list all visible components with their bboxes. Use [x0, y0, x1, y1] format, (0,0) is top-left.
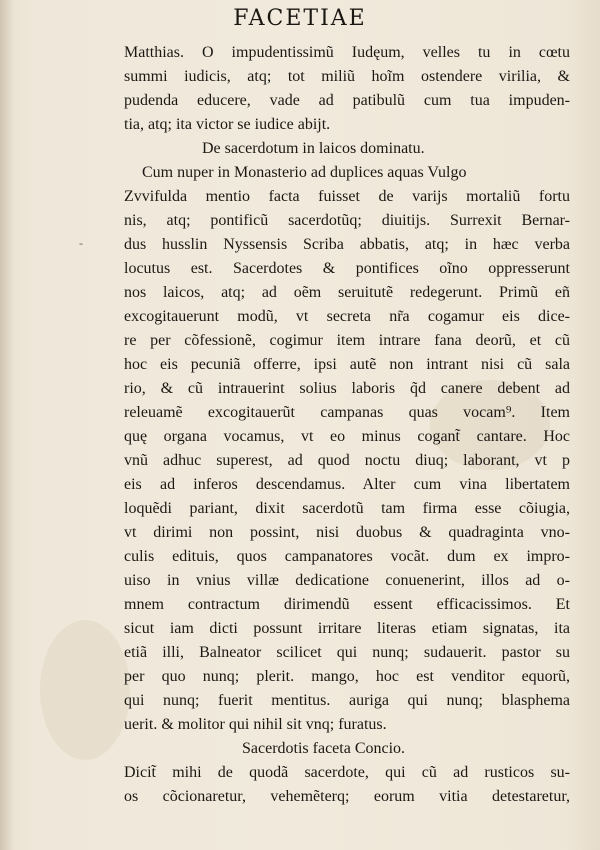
text-line: Cum nuper in Monasterio ad duplices aquas Vulgo [142, 164, 467, 181]
text-line: Matthias. O impudentissimũ Iudęum, velles tu in cœtu [124, 44, 570, 61]
text-line: rio, & cũ intrauerint solius laboris q̃d canere debent ad [124, 380, 570, 397]
text-line: mnem contractum dirimendũ essent efficacissimos. Et [124, 596, 570, 613]
section-heading: De sacerdotum in laicos dominatu. [202, 140, 425, 157]
text-line: nis, atq; pontificũ sacerdotũq; diuitijs. Surrexit Bernar- [124, 212, 570, 229]
text-line: sicut iam dicti possunt irritare literas etiam signatas, ita [124, 620, 570, 637]
text-line: os cõcionaretur, vehemẽterq; eorum vitia detestaretur, [124, 788, 570, 805]
text-line: excogitauerunt modũ, vt secreta nr̃a cogamur eis dice- [124, 308, 570, 325]
text-line: vnũ adhuc superest, ad quod noctu diuq; laborant, vt p [124, 452, 570, 469]
text-line: re per cõfessionẽ, cogimur item intrare fana deorũ, et cũ [124, 332, 570, 349]
text-line: eis ad inferos descendamus. Alter cum vina libertatem [124, 476, 570, 493]
text-line: vt dirimi non possint, nisi duobus & quadraginta vno- [124, 524, 570, 541]
text-line: pudenda educere, vade ad patibulũ cum tua impuden- [124, 92, 570, 109]
text-line: per quo nunq; plerit. mango, hoc est venditor equorũ, [124, 668, 570, 685]
section-heading: Sacerdotis faceta Concio. [242, 740, 406, 757]
running-head: FACETIAE [233, 6, 367, 31]
text-line: locutus est. Sacerdotes & pontifices oĩno oppresserunt [124, 260, 570, 277]
text-line: culis edituis, quos campanatores vocãt. dum ex impro- [124, 548, 570, 565]
text-line: nos laicos, atq; ad oẽm seruitutẽ redegerunt. Primũ eñ [124, 284, 570, 301]
text-line: dus husslin Nyssensis Scriba abbatis, atq; in hæc verba [124, 236, 570, 253]
text-line: uerit. & molitor qui nihil sit vnq; furatus. [124, 716, 387, 733]
text-line: releuamẽ excogitauerũt campanas quas vocam⁹. Item [124, 404, 570, 421]
text-line: hoc eis pecuniã offerre, ipsi autẽ non intrant nisi cũ sala [124, 356, 570, 373]
text-line: etiã illi, Balneator scilicet qui nunq; sudauerit. pastor su [124, 644, 570, 661]
text-line: quę organa vocamus, vt eo minus cogant̃ cantare. Hoc [124, 428, 570, 445]
margin-mark: - [79, 236, 83, 250]
text-block [124, 41, 570, 809]
text-line: Dicit̃ mihi de quodã sacerdote, qui cũ ad rusticos su- [124, 764, 570, 781]
text-line: loquẽdi pariant, dixit sacerdotũ tam firma esse cõiugia, [124, 500, 570, 517]
text-line: summi iudicis, atq; tot miliũ hoĩm ostendere virilia, & [124, 68, 570, 85]
text-line: tia, atq; ita victor se iudice abijt. [124, 116, 331, 133]
text-line: uiso in vnius villæ dedicatione conuenerint, illos ad o- [124, 572, 570, 589]
text-line: Zvvifulda mentio facta fuisset de varijs mortaliũ fortu [124, 188, 570, 205]
gutter-shadow [0, 0, 14, 850]
paper-stain [40, 620, 130, 760]
text-line: qui nunq; fuerit mentitus. auriga qui nunq; blasphema [124, 692, 570, 709]
